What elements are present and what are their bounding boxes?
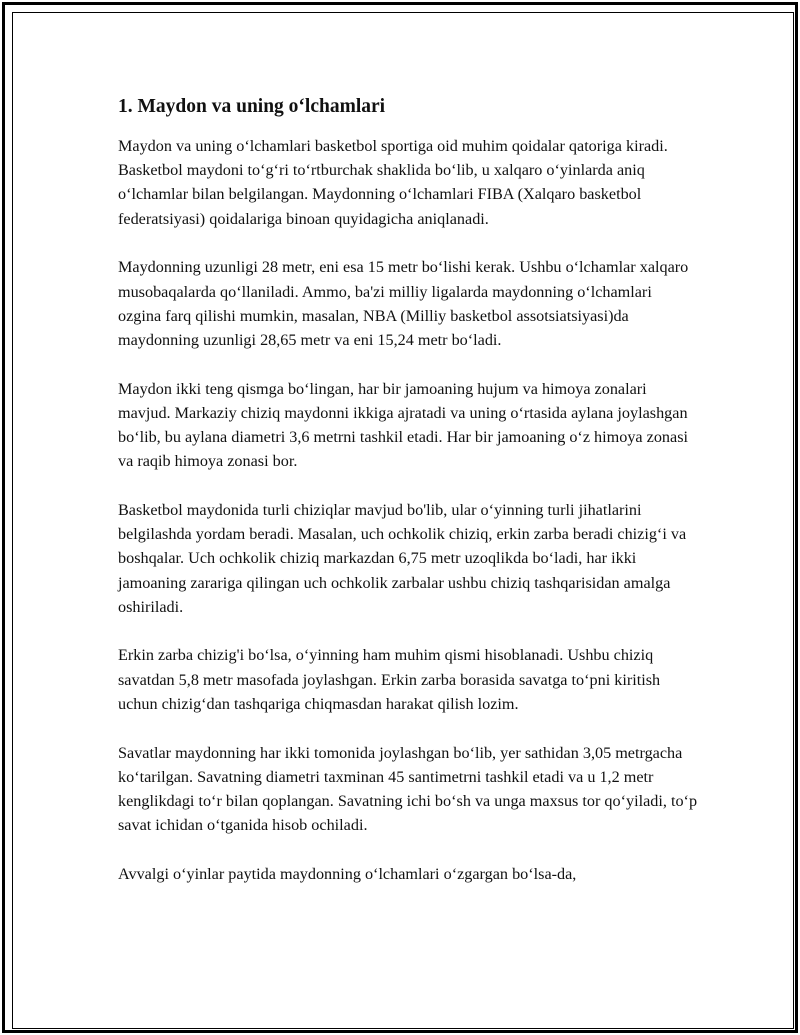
paragraph-5: Erkin zarba chizig'i bo‘lsa, o‘yinning ham muhim qismi hisoblanadi. Ushbu chiziq savatdan 5,8 metr masofada joylashgan. Erkin zarba borasida savatga to‘pni kiritish uchun chizig‘dan tashqariga chiqmasdan harakat qilish lozim. <box>118 646 661 713</box>
paragraph-2: Maydonning uzunligi 28 metr, eni esa 15 metr bo‘lishi kerak. Ushbu o‘lchamlar xalqaro musobaqalarda qo‘llaniladi. Ammo, ba'zi milliy ligalarda maydonning o‘lchamlari ozgina farq qilishi mumkin, masalan, NBA (Milliy basketbol assotsiatsiyasi)da maydonning uzunligi 28,65 metr va eni 15,24 metr bo‘ladi. <box>118 258 689 349</box>
paragraph-1: Maydon va uning o‘lchamlari basketbol sportiga oid muhim qoidalar qatoriga kiradi. Basketbol maydoni to‘g‘ri to‘rtburchak shaklida bo‘lib, u xalqaro o‘yinlarda aniq o‘lchamlar bilan belgilangan. Maydonning o‘lchamlari FIBA (Xalqaro basketbol federatsiyasi) qoidalariga binoan quyidagicha aniqlanadi. <box>118 137 668 228</box>
paragraph-6: Savatlar maydonning har ikki tomonida joylashgan bo‘lib, yer sathidan 3,05 metrgacha ko‘tarilgan. Savatning diametri taxminan 45 santimetrni tashkil etadi va u 1,2 metr kenglikdagi to‘r bilan qoplangan. Savatning ichi bo‘sh va unga maxsus tor qo‘yiladi, to‘p savat ichidan o‘tganida hisob ochiladi. <box>118 743 698 835</box>
document-body <box>118 93 698 911</box>
paragraph-7: Avvalgi o‘yinlar paytida maydonning o‘lchamlari o‘zgargan bo‘lsa-da, <box>118 864 577 883</box>
paragraph-4: Basketbol maydonida turli chiziqlar mavjud bo'lib, ular o‘yinning turli jihatlarini belgilashda yordam beradi. Masalan, uch ochkolik chiziq, erkin zarba beradi chizig‘i va boshqalar. Uch ochkolik chiziq markazdan 6,75 metr uzoqlikda bo‘ladi, har ikki jamoaning zarariga qilingan uch ochkolik zarbalar ushbu chiziq tashqarisidan amalga oshiriladi. <box>118 500 687 616</box>
paragraph-3: Maydon ikki teng qismga bo‘lingan, har bir jamoaning hujum va himoya zonalari mavjud. Markaziy chiziq maydonni ikkiga ajratadi va uning o‘rtasida aylana joylashgan bo‘lib, bu aylana diametri 3,6 metrni tashkil etadi. Har bir jamoaning o‘z himoya zonasi va raqib himoya zonasi bor. <box>118 379 689 471</box>
section-title: 1. Maydon va uning o‘lchamlari <box>118 96 386 117</box>
